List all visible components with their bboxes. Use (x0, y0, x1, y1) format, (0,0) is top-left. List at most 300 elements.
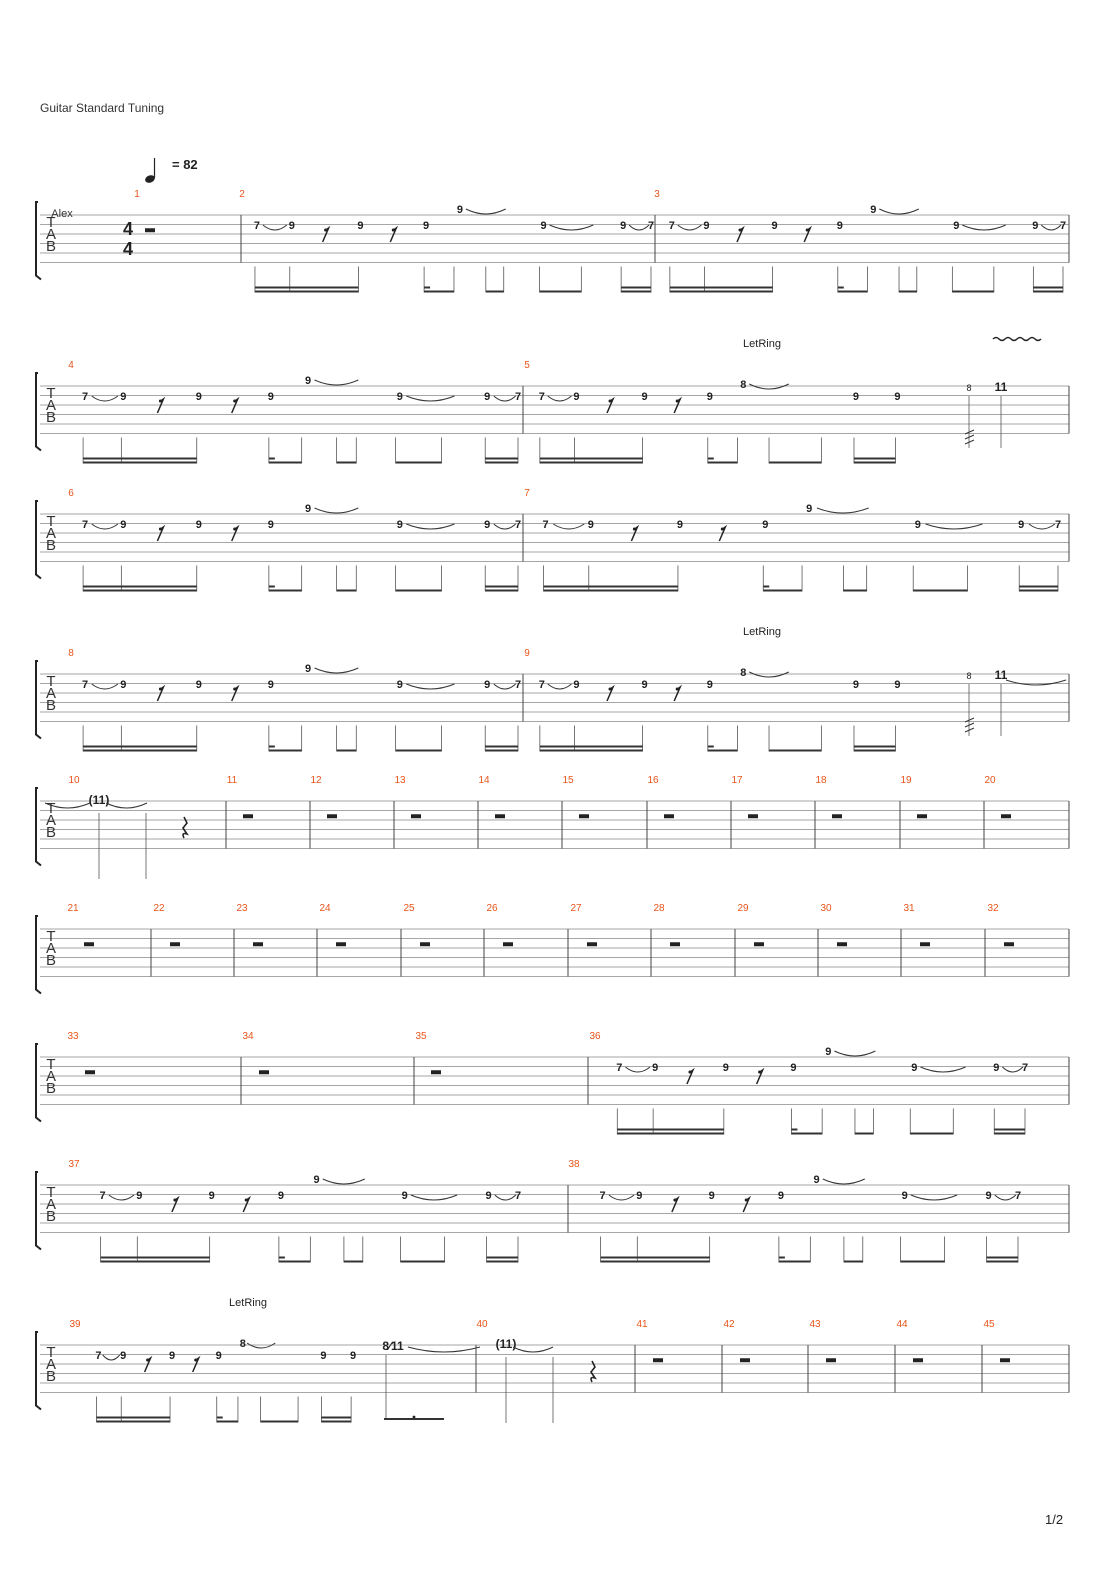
measure-number: 39 (69, 1319, 81, 1330)
measure-number: 15 (562, 775, 574, 786)
fret-number: 9 (350, 1350, 357, 1362)
rest-dot (173, 1199, 176, 1202)
fret-number: 9 (195, 519, 202, 531)
fret-number: 9 (852, 679, 860, 691)
half-rest (170, 942, 180, 946)
fret-number: 9 (641, 391, 648, 403)
measure-number: 25 (403, 903, 415, 914)
beam (540, 462, 643, 464)
vibrato-mark (993, 338, 1041, 341)
fret-number: 9 (1018, 519, 1025, 531)
tie-arc (629, 225, 649, 230)
system-bracket (36, 661, 41, 739)
tied-fret-number: (11) (495, 1337, 517, 1351)
measure-number: 36 (589, 1031, 601, 1042)
tab-clef-letter: B (45, 238, 57, 255)
beam (544, 590, 678, 592)
let-ring-label: LetRing (229, 1297, 267, 1309)
tab-clef-letter: T (46, 385, 56, 402)
beam (899, 291, 917, 293)
beam (1033, 291, 1063, 293)
tie-arc (408, 1347, 480, 1352)
fret-number: 9 (304, 663, 312, 675)
beam (791, 1133, 822, 1135)
fret-number: 9 (484, 679, 491, 691)
beam (617, 1129, 724, 1131)
tie-arc (817, 508, 869, 513)
fret-number: 9 (267, 679, 274, 691)
time-signature-numerator: 4 (122, 219, 134, 239)
beam (485, 586, 518, 588)
measure-number: 43 (809, 1319, 821, 1330)
beam (261, 1421, 298, 1423)
tie-arc (466, 209, 506, 214)
half-rest (653, 1358, 663, 1362)
measure-number: 38 (568, 1159, 580, 1170)
measure-number: 20 (984, 775, 996, 786)
fret-number: 7 (647, 220, 655, 232)
tie-arc (406, 684, 454, 689)
rest-dot (609, 400, 612, 403)
beam (670, 291, 773, 293)
beam-stub (217, 1417, 223, 1419)
dotted-note (413, 1416, 416, 1419)
beam (601, 1261, 710, 1263)
beam (854, 750, 895, 752)
fret-number: 9 (423, 220, 430, 232)
tab-clef-letter: A (45, 1196, 57, 1213)
measure-number: 18 (815, 775, 827, 786)
fret-number: 9 (195, 391, 202, 403)
tie-arc (315, 380, 359, 385)
fret-number: 9 (396, 519, 403, 531)
fret-number: 9 (215, 1350, 222, 1362)
rest-dot (392, 229, 395, 232)
beam (486, 291, 504, 293)
half-rest (411, 814, 421, 818)
beam (255, 287, 358, 289)
fret-number: 7 (514, 679, 522, 691)
half-rest (1000, 1358, 1010, 1362)
tie-arc (495, 1195, 516, 1200)
fret-number: 9 (641, 679, 648, 691)
half-rest (85, 1070, 95, 1074)
fret-number: 11 (994, 380, 1008, 394)
page-number: 1/2 (1045, 1512, 1064, 1527)
tab-clef-letter: T (46, 1184, 56, 1201)
beam-stub (779, 1257, 785, 1259)
tie-arc (494, 396, 516, 401)
half-rest (754, 942, 764, 946)
measure-number: 44 (896, 1319, 908, 1330)
beam (485, 462, 518, 464)
fret-number: 9 (401, 1190, 408, 1202)
tie-arc (103, 1355, 120, 1360)
half-rest (832, 814, 842, 818)
tab-clef-letter: B (45, 952, 57, 969)
beam-stub (269, 746, 275, 748)
beam (487, 1257, 518, 1259)
tab-clef-letter: A (45, 525, 57, 542)
half-rest (1004, 942, 1014, 946)
tab-clef-letter: A (45, 940, 57, 957)
fret-number: 9 (708, 1190, 715, 1202)
beam (1019, 590, 1058, 592)
tie-arc (494, 524, 516, 529)
rest-dot (688, 1071, 691, 1074)
beam (540, 750, 643, 752)
fret-number: 9 (777, 1190, 784, 1202)
measure-number: 28 (653, 903, 665, 914)
rest-dot (739, 229, 742, 232)
rest-dot (159, 400, 162, 403)
tab-clef-letter: T (46, 673, 56, 690)
fret-number: 9 (901, 1190, 908, 1202)
beam (544, 586, 678, 588)
fret-number: 9 (836, 220, 843, 232)
tab-clef-letter: B (45, 1208, 57, 1225)
beam-stub (424, 287, 430, 289)
half-rest (145, 228, 155, 232)
fret-number: 7 (1054, 519, 1062, 531)
rest-dot (758, 1071, 761, 1074)
tie-arc (494, 684, 516, 689)
fret-number: 9 (484, 519, 491, 531)
fret-number: 9 (267, 519, 274, 531)
tie-arc (911, 1195, 957, 1200)
beam (217, 1421, 238, 1423)
measure-number: 37 (68, 1159, 80, 1170)
measure-number: 24 (319, 903, 331, 914)
half-rest (259, 1070, 269, 1074)
beam-stub (791, 1129, 797, 1131)
measure-number: 19 (900, 775, 912, 786)
fret-number: 7 (1059, 220, 1067, 232)
fret-number: 7 (514, 1190, 522, 1202)
fret-number: 9 (911, 1062, 918, 1074)
beam (670, 287, 773, 289)
half-rest (748, 814, 758, 818)
half-rest (826, 1358, 836, 1362)
fret-number: 8 (966, 671, 972, 681)
tie-arc (678, 225, 702, 230)
measure-number: 5 (524, 360, 530, 371)
rest-dot (609, 688, 612, 691)
track-name: Alex (51, 208, 73, 220)
fret-number: 9 (120, 519, 127, 531)
half-rest (664, 814, 674, 818)
half-rest (243, 814, 253, 818)
beam (487, 1261, 518, 1263)
fret-number: 7 (253, 220, 261, 232)
beam-stub (269, 586, 275, 588)
tie-arc (406, 396, 454, 401)
beam (485, 590, 518, 592)
rest-dot (233, 400, 236, 403)
slide-fret-numbers: 8∕11 (382, 1339, 404, 1353)
beam (854, 458, 895, 460)
fret-number: 7 (599, 1190, 606, 1202)
tie-arc (962, 225, 1005, 230)
fret-number: 9 (208, 1190, 215, 1202)
fret-number: 9 (985, 1190, 992, 1202)
beam (485, 750, 518, 752)
fret-number: 9 (652, 1062, 659, 1074)
half-rest (431, 1070, 441, 1074)
beam (83, 590, 197, 592)
rest-dot (633, 528, 636, 531)
tie-arc (263, 225, 287, 230)
rest-dot (673, 1199, 676, 1202)
fret-number: 9 (120, 391, 127, 403)
measure-number: 32 (987, 903, 999, 914)
fret-number: 7 (538, 679, 545, 691)
tie-arc (995, 1195, 1016, 1200)
system-bracket (36, 373, 41, 451)
beam (269, 462, 302, 464)
tie-arc (553, 524, 584, 529)
beam-stub (269, 458, 275, 460)
half-rest (917, 814, 927, 818)
time-signature-denominator: 4 (122, 239, 134, 259)
tie-arc (1029, 524, 1055, 529)
fret-number: 9 (587, 519, 594, 531)
tie-arc (323, 1179, 365, 1184)
system-bracket (36, 1044, 41, 1122)
beam (913, 590, 967, 592)
tab-clef-letter: B (45, 1368, 57, 1385)
measure-number: 10 (68, 775, 80, 786)
measure-number: 41 (636, 1319, 648, 1330)
beam (540, 746, 643, 748)
beam (321, 1417, 351, 1419)
measure-number: 11 (226, 775, 238, 786)
tie-arc (247, 1343, 275, 1348)
beam (269, 750, 302, 752)
measure-number: 33 (67, 1031, 79, 1042)
half-rest (670, 942, 680, 946)
tab-clef-letter: T (46, 513, 56, 530)
fret-number: 8 (740, 667, 747, 679)
system-bracket (36, 202, 41, 280)
tie-arc (926, 524, 983, 529)
fret-number: 7 (1021, 1062, 1029, 1074)
tie-arc (411, 1195, 457, 1200)
fret-number: 7 (538, 391, 545, 403)
measure-number: 6 (68, 488, 74, 499)
half-rest (920, 942, 930, 946)
fret-number: 9 (1032, 220, 1039, 232)
measure-number: 16 (647, 775, 659, 786)
beam (255, 291, 358, 293)
fret-number: 9 (277, 1190, 284, 1202)
measure-number: 12 (310, 775, 322, 786)
half-rest (336, 942, 346, 946)
fret-number: 11 (994, 668, 1008, 682)
measure-number: 31 (903, 903, 915, 914)
rest-dot (194, 1359, 197, 1362)
beam (540, 458, 643, 460)
fret-number: 7 (616, 1062, 623, 1074)
tab-clef-letter: T (46, 800, 56, 817)
half-rest (84, 942, 94, 946)
tied-fret-number: (11) (88, 793, 110, 807)
system-bracket (36, 1172, 41, 1250)
fret-number: 9 (357, 220, 364, 232)
beam (83, 750, 197, 752)
beam (844, 1261, 863, 1263)
fret-number: 9 (852, 391, 860, 403)
fret-number: 9 (195, 679, 202, 691)
tie-arc (548, 396, 572, 401)
half-rest (913, 1358, 923, 1362)
tab-clef-letter: A (45, 226, 57, 243)
fret-number: 9 (396, 679, 403, 691)
tab-clef-letter: T (46, 1056, 56, 1073)
fret-number: 9 (168, 1350, 176, 1362)
beam (269, 590, 302, 592)
tie-arc (548, 684, 572, 689)
tempo-marking: = 82 (172, 157, 198, 172)
fret-number: 7 (542, 519, 549, 531)
fret-number: 7 (82, 679, 89, 691)
beam (708, 462, 738, 464)
rest-dot (245, 1199, 248, 1202)
tab-clef-letter: T (46, 214, 56, 231)
fret-number: 8 (740, 379, 747, 391)
beam (396, 750, 442, 752)
half-rest (837, 942, 847, 946)
fret-number: 9 (762, 519, 769, 531)
fret-number: 9 (456, 204, 464, 216)
fret-number: 9 (993, 1062, 1000, 1074)
fret-number: 9 (722, 1062, 729, 1074)
beam (83, 586, 197, 588)
beam (396, 462, 442, 464)
beam (855, 1133, 873, 1135)
beam (424, 291, 454, 293)
fret-number: 9 (703, 220, 710, 232)
beam-stub (708, 458, 714, 460)
beam (83, 458, 197, 460)
tie-arc (749, 672, 789, 677)
tab-clef-letter: B (45, 409, 57, 426)
tab-clef-letter: A (45, 1068, 57, 1085)
measure-number: 34 (242, 1031, 254, 1042)
tremolo-stroke (965, 435, 974, 439)
fret-number: 9 (120, 1350, 127, 1362)
measure-number: 8 (68, 648, 74, 659)
fret-number: 9 (953, 220, 960, 232)
beam (617, 1133, 724, 1135)
fret-number: 9 (304, 375, 312, 387)
fret-number: 9 (573, 391, 580, 403)
tie-arc (92, 396, 118, 401)
tie-arc (550, 225, 594, 230)
fret-number: 7 (99, 1190, 106, 1202)
let-ring-label: LetRing (743, 626, 781, 638)
beam (1033, 287, 1063, 289)
fret-number: 9 (313, 1174, 320, 1186)
fret-number: 9 (396, 391, 403, 403)
beam (485, 458, 518, 460)
measure-number: 3 (654, 189, 660, 200)
fret-number: 9 (267, 391, 274, 403)
fret-number: 9 (288, 220, 295, 232)
fret-number: 9 (620, 220, 627, 232)
rest-dot (721, 528, 724, 531)
fret-number: 7 (1014, 1190, 1022, 1202)
tie-arc (315, 508, 359, 513)
fret-number: 9 (894, 679, 901, 691)
fret-number: 9 (706, 391, 713, 403)
fret-number: 9 (136, 1190, 143, 1202)
fret-number: 9 (120, 679, 127, 691)
fret-number: 9 (914, 519, 921, 531)
tab-clef-letter: B (45, 824, 57, 841)
fret-number: 7 (95, 1350, 102, 1362)
beam (101, 1261, 210, 1263)
tremolo-stroke (965, 440, 974, 444)
beam (321, 1421, 351, 1423)
beam (337, 590, 357, 592)
tab-clef-letter: T (46, 928, 56, 945)
tab-clef-letter: A (45, 1356, 57, 1373)
tie-arc (109, 1195, 134, 1200)
half-rest (503, 942, 513, 946)
fret-number: 9 (484, 391, 491, 403)
beam (987, 1257, 1018, 1259)
beam (854, 746, 895, 748)
beam (901, 1261, 945, 1263)
tab-clef-letter: A (45, 397, 57, 414)
measure-number: 4 (68, 360, 74, 371)
measure-number: 35 (415, 1031, 427, 1042)
tab-clef-letter: A (45, 812, 57, 829)
beam (994, 1133, 1025, 1135)
tuning-label: Guitar Standard Tuning (40, 101, 165, 115)
system-bracket (36, 501, 41, 579)
let-ring-label: LetRing (743, 338, 781, 350)
beam (769, 750, 821, 752)
beam (396, 590, 442, 592)
fret-number: 8 (239, 1338, 246, 1350)
beam (994, 1129, 1025, 1131)
rest-dot (146, 1359, 149, 1362)
beam (83, 746, 197, 748)
fret-number: 9 (540, 220, 547, 232)
tie-arc (92, 524, 118, 529)
tie-arc (1041, 225, 1061, 230)
fret-number: 9 (771, 220, 778, 232)
half-rest (420, 942, 430, 946)
fret-number: 7 (82, 519, 89, 531)
half-rest (740, 1358, 750, 1362)
beam (96, 1421, 170, 1423)
measure-number: 7 (524, 488, 530, 499)
measure-number: 45 (983, 1319, 995, 1330)
beam (101, 1257, 210, 1259)
measure-number: 21 (67, 903, 79, 914)
beam (401, 1261, 445, 1263)
tie-arc (834, 1051, 875, 1056)
fret-number: 9 (813, 1174, 820, 1186)
fret-number: 9 (304, 503, 312, 515)
measure-number: 42 (723, 1319, 735, 1330)
measure-number: 26 (486, 903, 498, 914)
tie-arc (879, 209, 919, 214)
beam (1019, 586, 1058, 588)
